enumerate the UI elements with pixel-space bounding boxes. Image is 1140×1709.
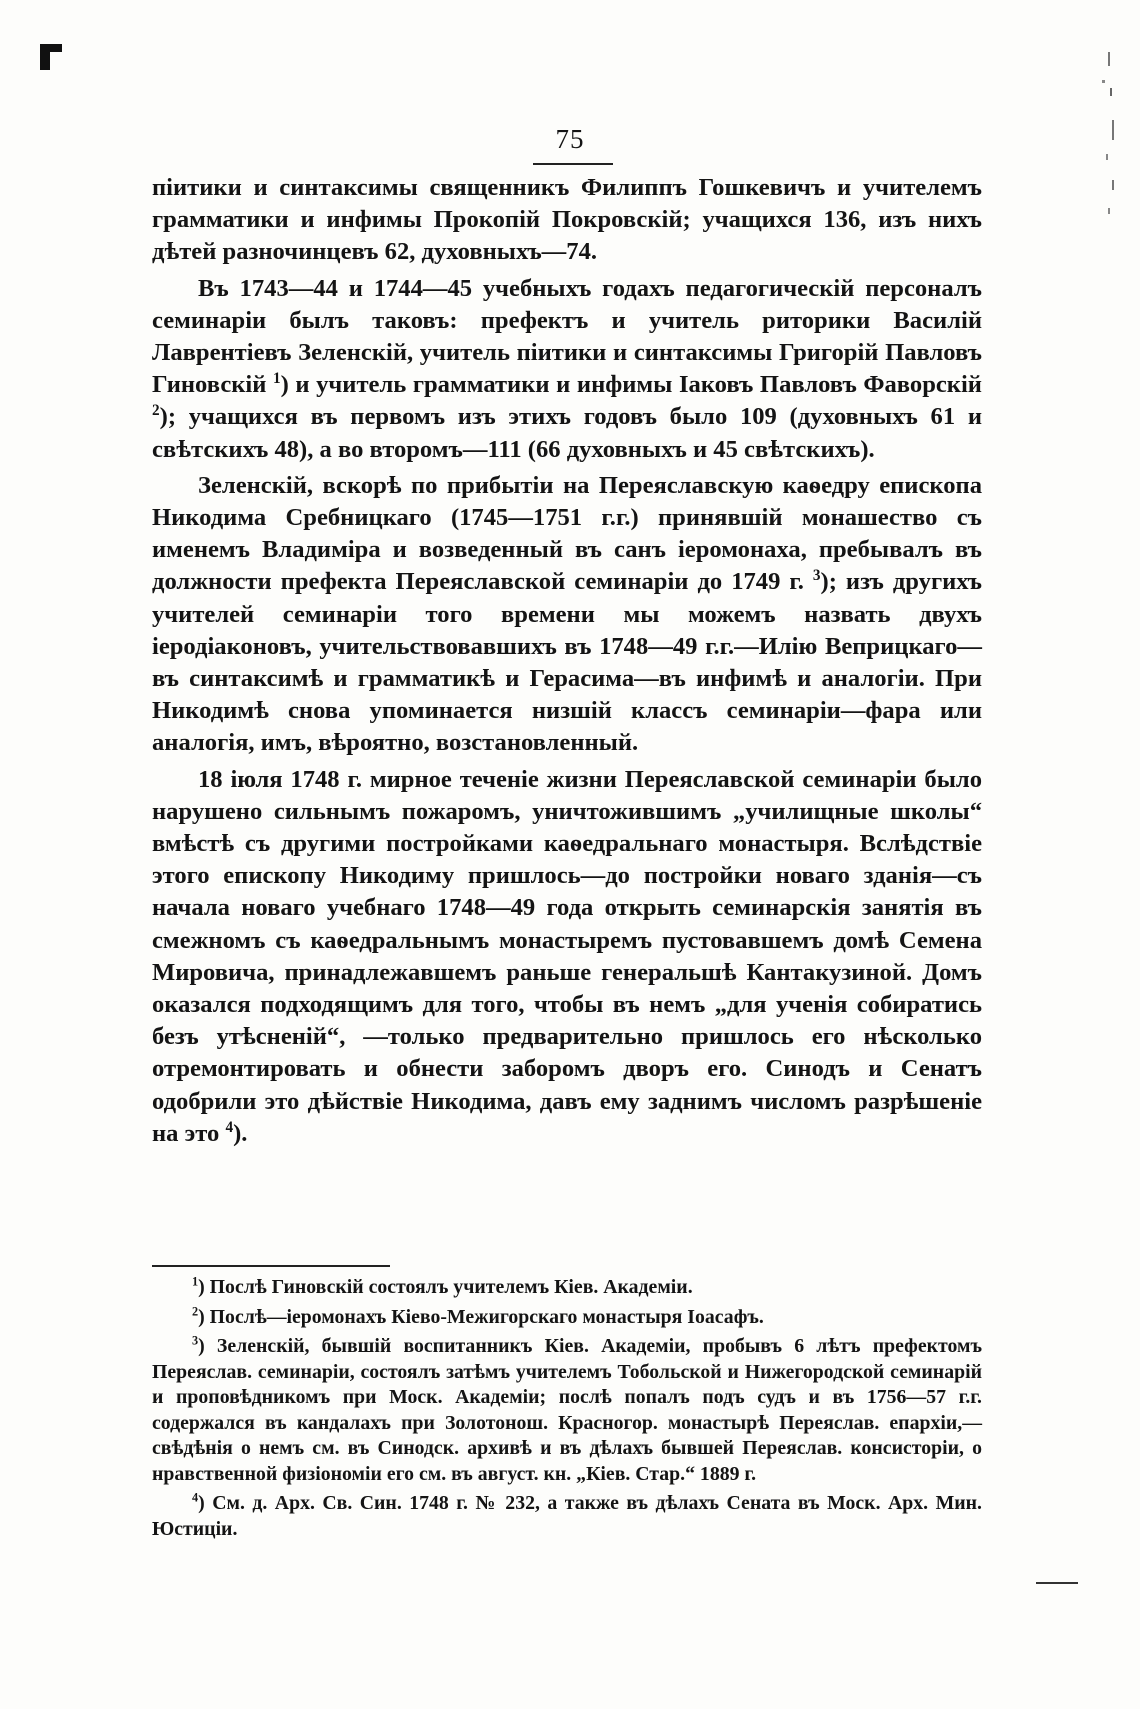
- scan-stray-dash: [1036, 1582, 1078, 1584]
- footnote-1: $^1$) Послѣ Гиновскій состоялъ учителемъ Кіев. Академіи.: [192, 1274, 693, 1298]
- footnote-3: $^3$) Зеленскій, бывшій воспитанникъ Кіев. Академіи, пробывъ 6 лѣтъ префектомъ Переяслав. семинаріи, состоялъ затѣмъ учителемъ Тобольской и Нижегородской семинарій и проповѣдникомъ при Моск. Академіи; послѣ попалъ подъ судъ и въ 1756—57 г.г. содержался въ кандалахъ при Золотонош. Красногор. монастырѣ Переяслав. епархіи,—свѣдѣнія о немъ см. въ Синодск. архивѣ и въ дѣлахъ бывшей Переяслав. консисторіи, о нравственной физіономіи его см. въ август. кн. „Кіев. Стар.“ 1889 г.: [152, 1333, 982, 1485]
- footnote-2: $^2$) Послѣ—іеромонахъ Кіево-Межигорскаго монастыря Іоасафъ.: [192, 1303, 764, 1328]
- footnote-ref-2[interactable]: 2: [152, 402, 160, 420]
- paragraph-continuation: піитики и синтаксимы священникъ Филиппъ Гошкевичъ и учителемъ грамматики и инфимы Прокопій Покровскій; учащихся 136, изъ нихъ дѣтей разночинцевъ 62, духовныхъ—74.: [152, 174, 982, 266]
- paragraph-staff-1743: Въ 1743—44 и 1744—45 учебныхъ годахъ педагогическій персоналъ семинаріи былъ таковъ: префектъ и учитель риторики Василій Лаврентіевъ Зеленскій, учитель піитики и синтаксимы Григорій Павловъ Гиновскій $^1$) и учитель грамматики и инфимы Іаковъ Павловъ Фаворскій $^2$); учащихся въ первомъ изъ этихъ годовъ было 109 (духовныхъ 61 и свѣтскихъ 48), а во второмъ—111 (66 духовныхъ и 45 свѣтскихъ).: [152, 274, 982, 463]
- footnote-ref-1[interactable]: 1: [272, 370, 281, 388]
- page-number: 75: [555, 124, 585, 154]
- paragraph-fire-1748: 18 іюля 1748 г. мирное теченіе жизни Переяславской семинаріи было нарушено сильнымъ пожаромъ, уничтожившимъ „училищные школы“ вмѣстѣ съ другими постройками каѳедральнаго монастыря. Вслѣдствіе этого епископу Никодиму пришлось—до постройки новаго зданія—съ начала новаго учебнаго 1748—49 года открыть семинарскія занятія въ смежномъ съ каѳедральнымъ монастыремъ пустовавшемъ домѣ Семена Мировича, принадлежавшемъ раньше генеральшѣ Кантакузиной. Домъ оказался подходящимъ для того, чтобы въ немъ „для ученія собиратись безъ утѣсненій“, —только предварительно пришлось его нѣсколько отремонтировать и обнести заборомъ дворъ его. Синодъ и Сенатъ одобрили это дѣйствіе Никодима, давъ ему заднимъ числомъ разрѣшеніе на это $^4$).: [152, 765, 982, 1147]
- footnote-ref-4[interactable]: 4: [225, 1118, 234, 1136]
- scan-corner-mark: [38, 42, 64, 72]
- footnote-ref-3[interactable]: 3: [812, 567, 821, 585]
- paragraph-zelensky: Зеленскій, вскорѣ по прибытіи на Переяславскую каѳедру епископа Никодима Сребницкаго (1745—1751 г.г.) принявшій монашество съ именемъ Владиміра и возведенный въ санъ іеромонаха, пребывалъ въ должности префекта Переяславской семинаріи до 1749 г. $^3$); изъ другихъ учителей семинаріи того времени мы можемъ назвать двухъ іеродіаконовъ, учительствовавшихъ въ 1748—49 г.г.—Илію Веприцкаго—въ синтаксимѣ и грамматикѣ и Герасима—въ инфимѣ и аналогіи. При Никодимѣ снова упоминается низшій классъ семинаріи—фара или аналогія, имъ, вѣроятно, возстановленный.: [152, 471, 982, 757]
- page-number-rule: [533, 163, 613, 165]
- footnote-separator: [152, 1265, 390, 1267]
- main-text: [152, 172, 982, 1150]
- footnotes: [152, 1275, 982, 1546]
- footnote-4: $^4$) См. д. Арх. Св. Син. 1748 г. № 232, а также въ дѣлахъ Сената въ Моск. Арх. Мин. Юстиціи.: [152, 1490, 982, 1540]
